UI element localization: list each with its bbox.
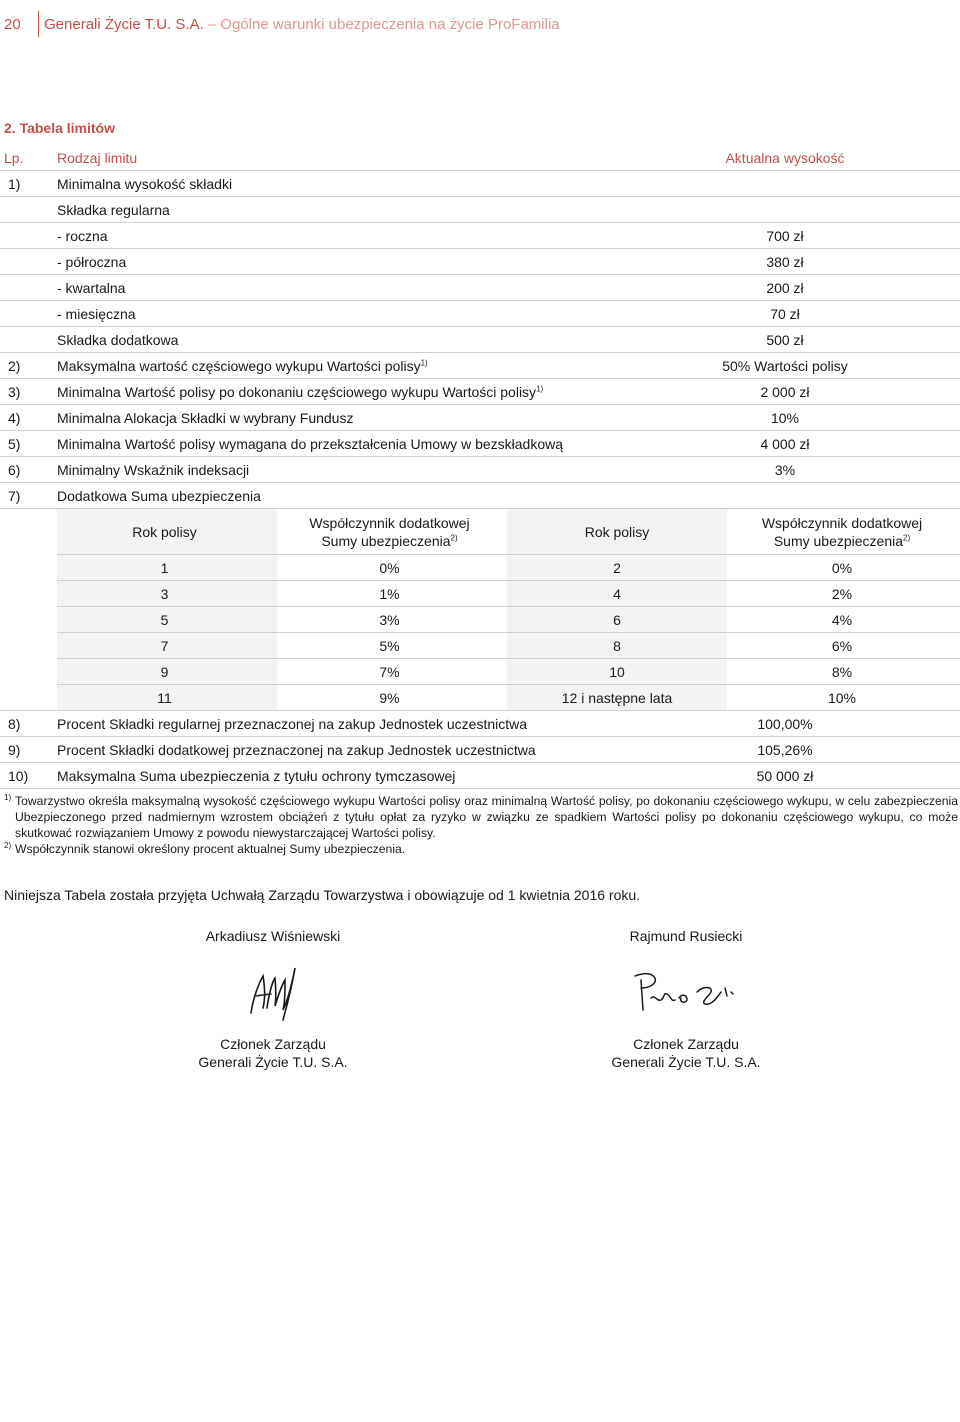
- resolution-statement: Niniejsza Tabela została przyjęta Uchwałą Zarządu Towarzystwa i obowiązuje od 1 kwietnia 2016 roku.: [4, 887, 641, 903]
- table-row: [0, 197, 960, 223]
- row-label: - kwartalna: [57, 279, 126, 296]
- year-cell: 8: [613, 637, 621, 654]
- row-value: 105,26%: [757, 741, 813, 758]
- row-label: Procent Składki dodatkowej przeznaczonej na zakup Jednostek uczestnictwa: [57, 741, 536, 758]
- year-cell: 1: [160, 559, 169, 576]
- subtable-row: [57, 659, 960, 685]
- coef-cell: 3%: [379, 611, 400, 628]
- table-row: [0, 763, 960, 789]
- year-cell: 7: [160, 637, 169, 654]
- row-value: 4 000 zł: [760, 435, 810, 452]
- row-value: 50% Wartości polisy: [722, 357, 848, 374]
- coef-cell: 4%: [831, 611, 853, 628]
- year-cell: 6: [613, 611, 621, 628]
- coef-cell: 9%: [379, 689, 400, 706]
- year-cell: 2: [613, 559, 621, 576]
- table-row: [0, 327, 960, 353]
- signatory-role: Członek Zarządu Generali Życie T.U. S.A.: [611, 1036, 761, 1070]
- table-row: [0, 431, 960, 457]
- row-label: - roczna: [57, 227, 108, 244]
- subtable-row: [57, 607, 960, 633]
- row-label: Maksymalna Suma ubezpieczenia z tytułu ochrony tymczasowej: [57, 767, 456, 784]
- coef-cell: 10%: [827, 689, 857, 706]
- row-label: Składka regularna: [57, 201, 170, 218]
- row-lp: 3): [8, 383, 21, 400]
- table-header-row: [0, 145, 960, 171]
- year-cell: 5: [160, 611, 169, 628]
- coef-cell: 6%: [831, 637, 853, 654]
- year-cell: 11: [157, 689, 172, 706]
- table-row: [0, 483, 960, 509]
- row-lp: 1): [8, 175, 21, 192]
- footnotes: [4, 793, 958, 857]
- subtable-row: [57, 633, 960, 659]
- row-value: 10%: [770, 409, 800, 426]
- table-row: [0, 737, 960, 763]
- row-value: 380 zł: [766, 253, 804, 270]
- coef-cell: 0%: [831, 559, 853, 576]
- row-label: Minimalna wysokość składki: [57, 175, 233, 192]
- row-lp: 5): [8, 435, 21, 452]
- table-row: [0, 223, 960, 249]
- row-lp: 6): [8, 461, 21, 478]
- row-lp: 8): [8, 715, 21, 732]
- section-title: 2. Tabela limitów: [4, 120, 115, 136]
- table-row: [0, 710, 960, 737]
- footnote: 1) Towarzystwo określa maksymalną wysokość częściowego wykupu Wartości polisy oraz minimalną Wartość polisy, po dokonaniu częściowego wykupu, w celu zabezpieczenia Ubezpieczonego przed nadmiernym wzrostem obciążeń z tytułu opłat za ryzyko w związku ze spadkiem Wartości polisy po dokonaniu częściowego wykupu, co może skutkować rozwiązaniem Umowy z powodu niewystarczającej Wartości polisy.: [4, 793, 958, 840]
- subtable-header-row: [57, 509, 960, 555]
- row-label: Procent Składki regularnej przeznaczonej na zakup Jednostek uczestnictwa: [57, 715, 528, 732]
- subtable-head-year: Rok polisy: [132, 523, 197, 540]
- header-divider: [38, 11, 39, 37]
- row-label: Minimalna Wartość polisy po dokonaniu częściowego wykupu Wartości polisy$^{1)}$: [57, 383, 544, 400]
- header-company: Generali Życie T.U. S.A.: [44, 15, 204, 33]
- row-label: Składka dodatkowa: [57, 331, 179, 348]
- row-value: 3%: [774, 461, 796, 478]
- row-lp: 7): [8, 487, 21, 504]
- row-lp: 10): [8, 767, 29, 784]
- table-row: [0, 405, 960, 431]
- subtable-head-year: Rok polisy: [584, 523, 650, 540]
- year-cell: 9: [160, 663, 169, 680]
- year-cell: 10: [609, 663, 625, 680]
- row-lp: 4): [8, 409, 21, 426]
- signatory-name: Rajmund Rusiecki: [629, 928, 743, 944]
- row-label: Maksymalna wartość częściowego wykupu Wartości polisy$^{1)}$: [57, 357, 428, 374]
- subtable-head-coef: Współczynnik dodatkowej Sumy ubezpieczenia$^{2)}$: [309, 514, 470, 549]
- page-number: 20: [4, 15, 21, 33]
- row-value: 700 zł: [766, 227, 804, 244]
- table-row: [0, 275, 960, 301]
- row-label: Minimalny Wskaźnik indeksacji: [57, 461, 250, 478]
- coef-cell: 1%: [379, 585, 400, 602]
- signature-block: [143, 928, 403, 1071]
- coef-cell: 2%: [831, 585, 853, 602]
- row-value: 2 000 zł: [760, 383, 810, 400]
- footnote: 2) Współczynnik stanowi określony procent aktualnej Sumy ubezpieczenia.: [4, 841, 406, 856]
- coef-cell: 5%: [379, 637, 400, 654]
- coef-cell: 8%: [831, 663, 853, 680]
- row-label: - miesięczna: [57, 305, 136, 322]
- row-value: 200 zł: [766, 279, 804, 296]
- row-value: 70 zł: [770, 305, 800, 322]
- signatory-name: Arkadiusz Wiśniewski: [205, 928, 341, 944]
- row-label: Minimalna Alokacja Składki w wybrany Fundusz: [57, 409, 354, 426]
- table-row: [0, 171, 960, 197]
- year-cell: 4: [613, 585, 621, 602]
- additional-sum-subtable: [57, 509, 960, 710]
- row-value: 500 zł: [766, 331, 804, 348]
- year-cell: 12 i następne lata: [561, 689, 673, 706]
- table-row: [0, 301, 960, 327]
- row-lp: 2): [8, 357, 21, 374]
- subtable-row: [57, 555, 960, 581]
- table-row: [0, 249, 960, 275]
- handwritten-signature: [621, 958, 751, 1028]
- col-header-value: Aktualna wysokość: [725, 149, 845, 166]
- row-value: 100,00%: [757, 715, 813, 732]
- row-label: Minimalna Wartość polisy wymagana do przekształcenia Umowy w bezskładkową: [57, 435, 564, 452]
- table-row: [0, 379, 960, 405]
- row-lp: 9): [8, 741, 21, 758]
- subtable-row: [57, 685, 960, 710]
- subtable-head-coef: Współczynnik dodatkowej Sumy ubezpieczenia$^{2)}$: [761, 514, 923, 549]
- handwritten-signature: [223, 958, 323, 1028]
- page-header: [0, 10, 560, 38]
- header-document-title: – Ogólne warunki ubezpieczenia na życie ProFamilia: [207, 15, 560, 33]
- signature-block: [556, 928, 816, 1071]
- row-label: Dodatkowa Suma ubezpieczenia: [57, 487, 261, 504]
- row-value: 50 000 zł: [756, 767, 814, 784]
- year-cell: 3: [160, 585, 169, 602]
- col-header-lp: Lp.: [4, 149, 24, 166]
- coef-cell: 0%: [379, 559, 400, 576]
- signatory-role: Członek Zarządu Generali Życie T.U. S.A.: [198, 1036, 348, 1070]
- table-row: [0, 457, 960, 483]
- row-label: - półroczna: [57, 253, 127, 270]
- table-row: [0, 353, 960, 379]
- subtable-row: [57, 581, 960, 607]
- coef-cell: 7%: [379, 663, 400, 680]
- col-header-type: Rodzaj limitu: [57, 149, 138, 166]
